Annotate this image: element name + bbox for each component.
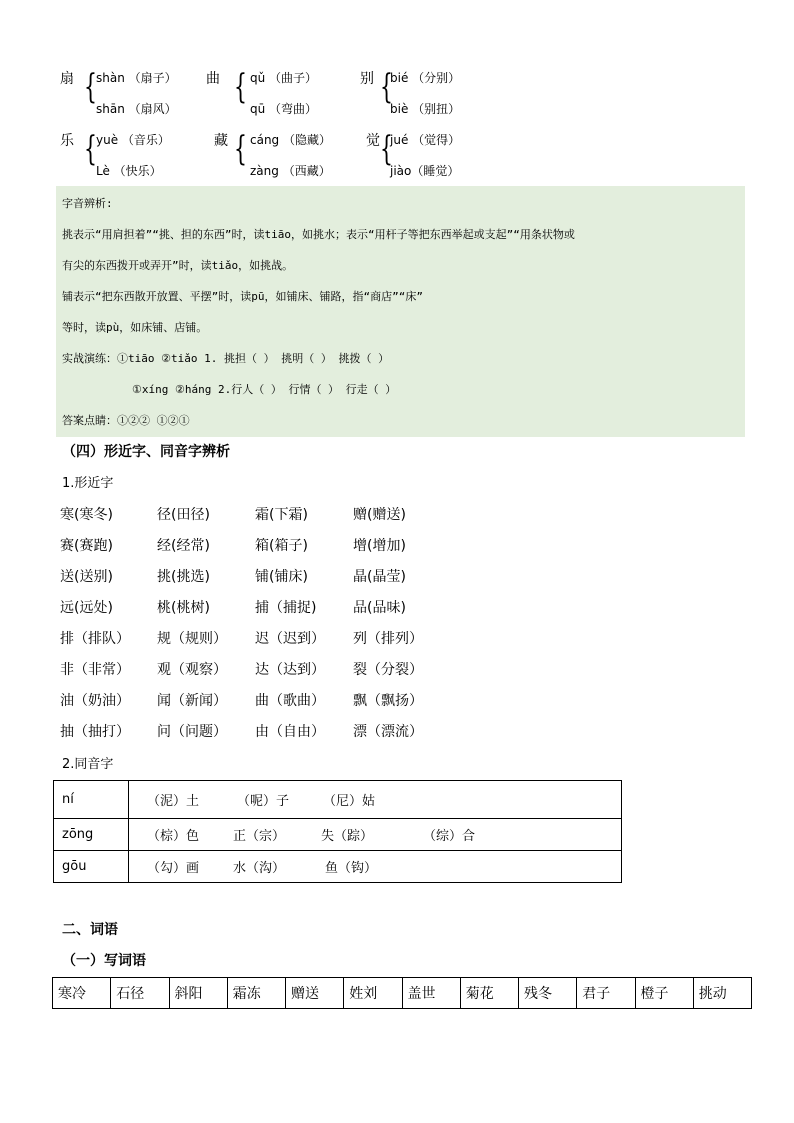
word-cell: 斜阳 — [169, 978, 227, 1009]
pinyin-cell: ní — [54, 781, 129, 819]
similar-char-item: 迟（迟到） — [255, 631, 325, 647]
analysis-line: 铺表示“把东西散开放置、平摆”时，读pū，如铺床、铺路，指“商店”“床” — [62, 290, 423, 303]
word-cell: 盖世 — [402, 978, 460, 1009]
words-cell — [129, 781, 622, 819]
similar-char-item: 列（排列） — [353, 631, 423, 647]
polyphone-reading: qǔ （曲子） — [250, 71, 318, 85]
similar-char-item: 经(经常) — [157, 538, 210, 554]
subheading: 2.同音字 — [62, 757, 114, 772]
polyphone-reading: Lè （快乐） — [96, 164, 162, 178]
polyphone-reading: cáng （隐藏） — [250, 133, 331, 147]
homophone-word: 鱼（钩） — [325, 861, 378, 876]
similar-char-item: 桃(桃树) — [157, 600, 210, 616]
word-cell: 残冬 — [519, 978, 577, 1009]
similar-char-item: 裂（分裂） — [353, 662, 423, 678]
analysis-box — [56, 186, 745, 437]
brace-icon: { — [84, 67, 97, 107]
polyphone-reading: qū （弯曲） — [250, 102, 318, 116]
word-cell: 菊花 — [460, 978, 518, 1009]
brace-icon: { — [380, 67, 393, 107]
similar-char-item: 漂（漂流） — [353, 724, 423, 740]
answer-line: 答案点睛：①②② ①②① — [62, 414, 190, 427]
similar-char-item: 捕（捕捉) — [255, 600, 317, 616]
brace-icon: { — [84, 129, 97, 169]
polyphone-reading: shàn （扇子） — [96, 71, 177, 85]
similar-char-item: 赛(赛跑) — [60, 538, 113, 554]
pinyin-cell: zōng — [54, 819, 129, 851]
subheading: （一）写词语 — [62, 953, 146, 969]
table-row — [53, 978, 752, 1009]
similar-char-item: 铺(铺床) — [255, 569, 308, 585]
similar-char-item: 由（自由） — [255, 724, 325, 740]
polyphone-char: 扇 — [60, 71, 74, 87]
pinyin-cell: gōu — [54, 851, 129, 883]
analysis-line: 挑表示“用肩担着”“挑、担的东西”时，读tiāo，如挑水；表示“用杆子等把东西举起或支起”“用条状物或 — [62, 228, 575, 241]
word-cell: 石径 — [111, 978, 169, 1009]
table-row — [54, 819, 622, 851]
practice-line: ①xíng ②háng 2.行人（ ） 行情（ ） 行走（ ） — [132, 383, 397, 396]
similar-char-item: 观（观察） — [157, 662, 227, 678]
word-cell: 姓刘 — [344, 978, 402, 1009]
similar-char-item: 闻（新闻） — [157, 693, 227, 709]
word-cell: 挑动 — [693, 978, 751, 1009]
similar-char-item: 晶(晶莹) — [353, 569, 406, 585]
polyphone-reading: biè （别扭） — [390, 102, 461, 116]
similar-char-item: 排（排队） — [60, 631, 130, 647]
polyphone-char: 曲 — [206, 71, 220, 87]
similar-char-item: 曲（歌曲） — [255, 693, 325, 709]
polyphone-reading: shān （扇风） — [96, 102, 177, 116]
similar-char-item: 寒(寒冬) — [60, 507, 113, 523]
polyphone-reading: bié （分别） — [390, 71, 461, 85]
similar-char-item: 非（非常） — [60, 662, 130, 678]
brace-icon: { — [380, 129, 393, 169]
word-cell: 霜冻 — [227, 978, 285, 1009]
polyphone-char: 觉 — [366, 133, 380, 149]
homophone-word: 正（宗） — [233, 829, 286, 844]
polyphone-reading: jué （觉得） — [390, 133, 461, 147]
similar-char-item: 油（奶油） — [60, 693, 130, 709]
word-cell: 赠送 — [286, 978, 344, 1009]
homophone-word: （勾）画 — [147, 861, 200, 876]
homophone-word: （综）合 — [423, 829, 476, 844]
analysis-title: 字音辨析: — [62, 197, 113, 210]
polyphone-reading: zàng （西藏） — [250, 164, 331, 178]
polyphone-char: 藏 — [214, 133, 228, 149]
similar-char-item: 送(送别) — [60, 569, 113, 585]
table-row — [54, 851, 622, 883]
section-heading: 二、词语 — [62, 922, 118, 938]
homophone-word: 失（踪） — [321, 829, 374, 844]
polyphone-char: 别 — [360, 71, 374, 87]
analysis-line: 有尖的东西拨开或弄开”时，读tiǎo，如挑战。 — [62, 259, 294, 272]
homophone-word: （呢）子 — [237, 794, 290, 809]
similar-char-item: 赠(赠送) — [353, 507, 406, 523]
word-cell: 寒冷 — [53, 978, 111, 1009]
words-cell — [129, 819, 622, 851]
homophone-word: （泥）土 — [147, 794, 200, 809]
homophone-word: （棕）色 — [147, 829, 200, 844]
similar-char-item: 增(增加) — [353, 538, 406, 554]
similar-char-item: 问（问题） — [157, 724, 227, 740]
similar-char-item: 品(品味) — [353, 600, 406, 616]
words-table — [52, 977, 752, 1009]
similar-char-item: 径(田径) — [157, 507, 210, 523]
similar-char-item: 规（规则） — [157, 631, 227, 647]
similar-char-item: 箱(箱子) — [255, 538, 308, 554]
brace-icon: { — [234, 67, 247, 107]
similar-char-item: 飘（飘扬） — [353, 693, 423, 709]
polyphone-reading: jiào（睡觉） — [390, 164, 460, 178]
table-row — [54, 781, 622, 819]
similar-char-item: 霜(下霜) — [255, 507, 308, 523]
brace-icon: { — [234, 129, 247, 169]
polyphone-char: 乐 — [60, 133, 74, 149]
polyphone-reading: yuè （音乐） — [96, 133, 170, 147]
similar-char-item: 远(远处) — [60, 600, 113, 616]
section-heading: （四）形近字、同音字辨析 — [62, 444, 230, 460]
words-cell — [129, 851, 622, 883]
word-cell: 君子 — [577, 978, 635, 1009]
similar-char-item: 抽（抽打） — [60, 724, 130, 740]
similar-char-item: 挑(挑选) — [157, 569, 210, 585]
analysis-line: 等时，读pù，如床铺、店铺。 — [62, 321, 208, 334]
similar-char-item: 达（达到） — [255, 662, 325, 678]
practice-line: 实战演练：①tiāo ②tiǎo 1. 挑担（ ） 挑明（ ） 挑拨（ ） — [62, 352, 390, 365]
homophone-word: （尼）姑 — [323, 794, 376, 809]
word-cell: 橙子 — [635, 978, 693, 1009]
subheading: 1.形近字 — [62, 476, 114, 491]
homophone-table — [53, 780, 622, 883]
homophone-word: 水（沟） — [233, 861, 286, 876]
